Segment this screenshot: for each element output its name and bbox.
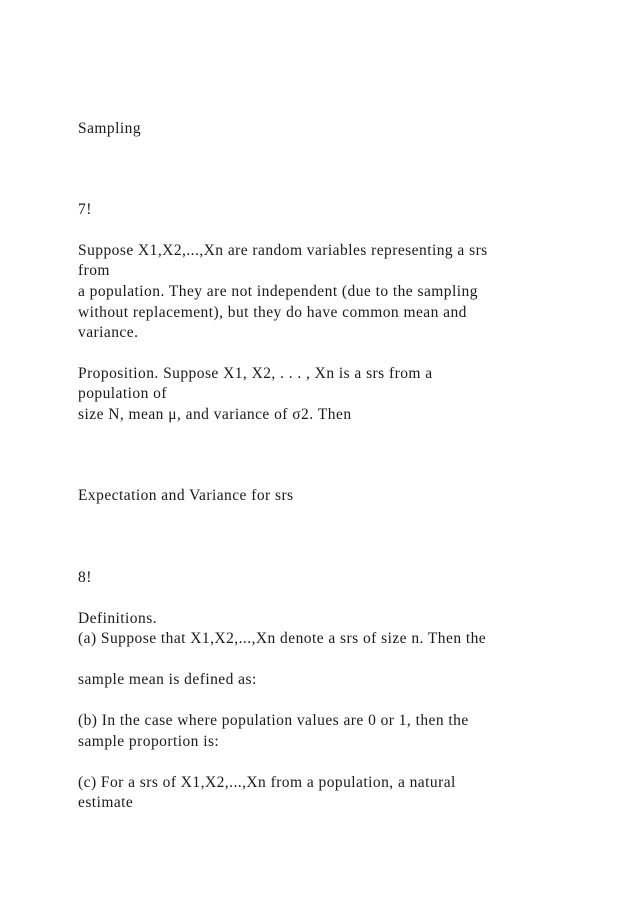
proposition-line: population of <box>78 385 167 402</box>
paragraph-line: Suppose X1,X2,...,Xn are random variables representing a srs <box>78 242 488 259</box>
definition-c-line: (c) For a srs of X1,X2,...,Xn from a population, a natural <box>78 774 456 791</box>
definition-a-line: (a) Suppose that X1,X2,...,Xn denote a srs of size n. Then the <box>78 630 487 647</box>
proposition-line: Proposition. Suppose X1, X2, . . . , Xn is a srs from a <box>78 365 433 382</box>
paragraph-line: a population. They are not independent (due to the sampling <box>78 283 478 300</box>
paragraph-line: variance. <box>78 324 139 341</box>
paragraph-line: from <box>78 262 110 279</box>
definition-b-line: (b) In the case where population values are 0 or 1, then the <box>78 712 469 729</box>
slide-number-8: 8! <box>78 569 92 586</box>
slide-number-7: 7! <box>78 201 92 218</box>
definition-b-line: sample proportion is: <box>78 733 220 750</box>
definition-a-line: sample mean is defined as: <box>78 671 257 688</box>
paragraph-line: without replacement), but they do have common mean and <box>78 304 467 321</box>
definitions-heading: Definitions. <box>78 610 158 627</box>
section-title-expectation: Expectation and Variance for srs <box>78 487 294 504</box>
proposition-line: size N, mean μ, and variance of σ2. Then <box>78 406 352 423</box>
definition-c-line: estimate <box>78 794 134 811</box>
section-title-sampling: Sampling <box>78 120 142 137</box>
